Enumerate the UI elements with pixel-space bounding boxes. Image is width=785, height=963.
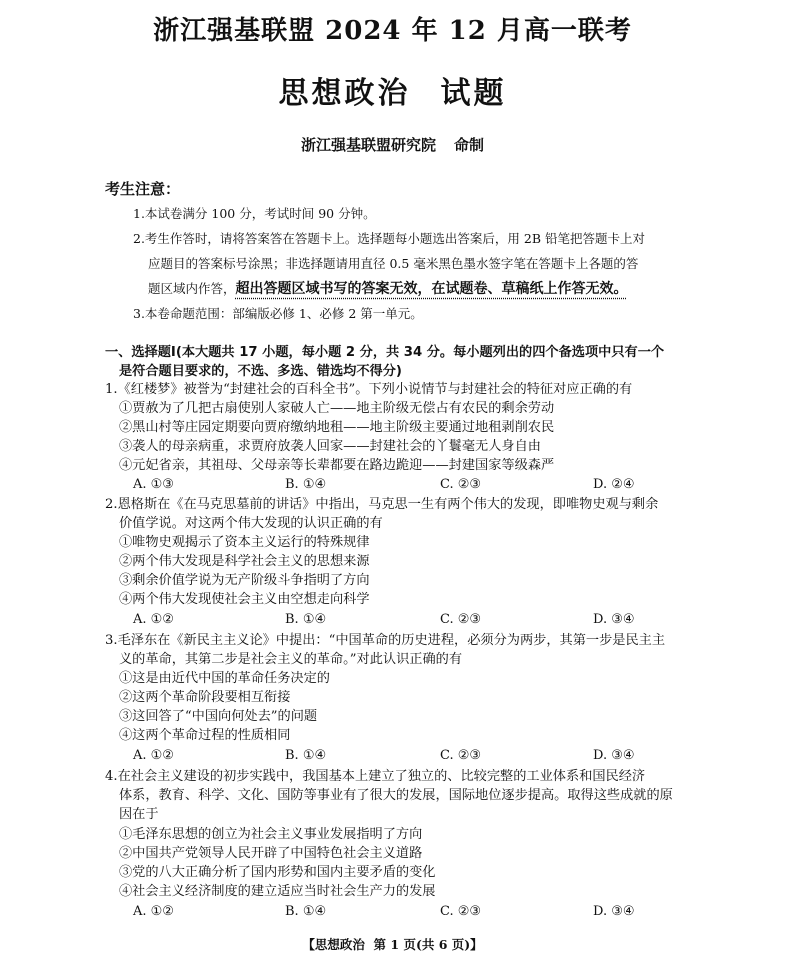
section-line: 一、选择题Ⅰ(本大题共 17 小题，每小题 2 分，共 34 分。每小题列出的四个备选项中只有一个 xyxy=(105,345,665,360)
question-4-stem: 体系，教育、科学、文化、国防等事业有了很大的发展，国际地位逐步提高。取得这些成就的原 xyxy=(119,788,673,803)
question-1-option-b: B. ①④ xyxy=(285,477,327,492)
footer-page-number: 第 1 页(共 6 页)】 xyxy=(373,937,483,952)
producer-line xyxy=(0,134,785,155)
question-4-statement: ②中国共产党领导人民开辟了中国特色社会主义道路 xyxy=(119,846,423,861)
question-3-statement: ③这回答了“中国向何处去”的问题 xyxy=(119,709,318,724)
section-heading xyxy=(105,343,725,381)
notice-item: 3.本卷命题范围：部编版必修 1、必修 2 第一单元。 xyxy=(133,306,423,321)
question-1-statement: ①贾赦为了几把古扇使别人家破人亡——地主阶级无偿占有农民的剩余劳动 xyxy=(119,401,555,416)
question-3-option-a: A. ①② xyxy=(133,748,174,763)
question-4-option-a: A. ①② xyxy=(133,904,174,919)
section-line: 是符合题目要求的，不选、多选、错选均不得分) xyxy=(119,364,402,379)
question-2-statement: ④两个伟大发现使社会主义由空想走向科学 xyxy=(119,592,370,607)
question-3-option-c: C. ②③ xyxy=(440,748,482,763)
question-1-statement: ④元妃省亲，其祖母、父母亲等长辈都要在路边跪迎——封建国家等级森严 xyxy=(119,458,555,473)
question-3-stem: 义的革命，其第二步是社会主义的革命。”对此认识正确的有 xyxy=(119,652,463,667)
subject-suffix: 试题 xyxy=(440,76,507,111)
question-2-stem: 价值学说。对这两个伟大发现的认识正确的有 xyxy=(119,516,383,531)
question-2-option-b: B. ①④ xyxy=(285,612,327,627)
question-2-statement: ③剩余价值学说为无产阶级斗争指明了方向 xyxy=(119,573,370,588)
question-2-option-d: D. ③④ xyxy=(593,612,635,627)
question-3-stem: 3.毛泽东在《新民主主义论》中提出：“中国革命的历史进程，必须分为两步，其第一步是民主主 xyxy=(105,633,666,648)
footer-subject: 【思想政治 xyxy=(302,937,365,952)
question-3-statement: ④这两个革命过程的性质相同 xyxy=(119,728,291,743)
notice-item xyxy=(148,276,628,302)
producer-suffix: 命制 xyxy=(454,136,485,154)
question-2-option-c: C. ②③ xyxy=(440,612,482,627)
question-1-option-d: D. ②④ xyxy=(593,477,635,492)
question-2-stem: 2.恩格斯在《在马克思墓前的讲话》中指出，马克思一生有两个伟大的发现，即唯物史观与剩余 xyxy=(105,497,659,512)
question-1-statement: ③袭人的母亲病重，求贾府放袭人回家——封建社会的丫鬟毫无人身自由 xyxy=(119,439,541,454)
question-4-option-b: B. ①④ xyxy=(285,904,327,919)
question-4-statement: ③党的八大正确分析了国内形势和国内主要矛盾的变化 xyxy=(119,865,436,880)
producer-name: 浙江强基联盟研究院 xyxy=(300,136,436,154)
question-3-option-b: B. ①④ xyxy=(285,748,327,763)
exam-title: 浙江强基联盟 2024 年 12 月高一联考 xyxy=(153,16,632,46)
question-2-statement: ②两个伟大发现是科学社会主义的思想来源 xyxy=(119,554,370,569)
question-1-option-c: C. ②③ xyxy=(440,477,482,492)
question-4-option-c: C. ②③ xyxy=(440,904,482,919)
subject-title xyxy=(0,68,785,112)
notice-emphasis: 超出答题区域书写的答案无效，在试题卷、草稿纸上作答无效。 xyxy=(235,281,628,297)
page-footer xyxy=(0,935,785,953)
question-1-statement: ②黑山村等庄园定期要向贾府缴纳地租——地主阶级主要通过地租剥削农民 xyxy=(119,420,555,435)
notice-item: 应题目的答案标号涂黑；非选择题请用直径 0.5 毫米黑色墨水签字笔在答题卡上各题的答 xyxy=(148,256,639,271)
question-2-option-a: A. ①② xyxy=(133,612,174,627)
question-4-statement: ④社会主义经济制度的建立适应当时社会生产力的发展 xyxy=(119,884,436,899)
notice-heading: 考生注意： xyxy=(105,180,181,198)
notice-item-text: 题区域内作答， xyxy=(148,281,236,296)
notice-item: 1.本试卷满分 100 分，考试时间 90 分钟。 xyxy=(133,206,376,221)
question-1-option-a: A. ①③ xyxy=(133,477,174,492)
notice-item: 2.考生作答时，请将答案答在答题卡上。选择题每小题选出答案后，用 2B 铅笔把答题卡上对 xyxy=(133,231,646,246)
question-4-stem: 因在于 xyxy=(119,807,159,822)
question-4-option-d: D. ③④ xyxy=(593,904,635,919)
question-3-option-d: D. ③④ xyxy=(593,748,635,763)
question-4-stem: 4.在社会主义建设的初步实践中，我国基本上建立了独立的、比较完整的工业体系和国民经济 xyxy=(105,769,646,784)
question-1-stem: 1.《红楼梦》被誉为“封建社会的百科全书”。下列小说情节与封建社会的特征对应正确的有 xyxy=(105,382,633,397)
question-2-statement: ①唯物史观揭示了资本主义运行的特殊规律 xyxy=(119,535,370,550)
question-4-statement: ①毛泽东思想的创立为社会主义事业发展指明了方向 xyxy=(119,827,423,842)
question-3-statement: ②这两个革命阶段要相互衔接 xyxy=(119,690,291,705)
subject-name: 思想政治 xyxy=(278,76,411,111)
question-3-statement: ①这是由近代中国的革命任务决定的 xyxy=(119,671,330,686)
